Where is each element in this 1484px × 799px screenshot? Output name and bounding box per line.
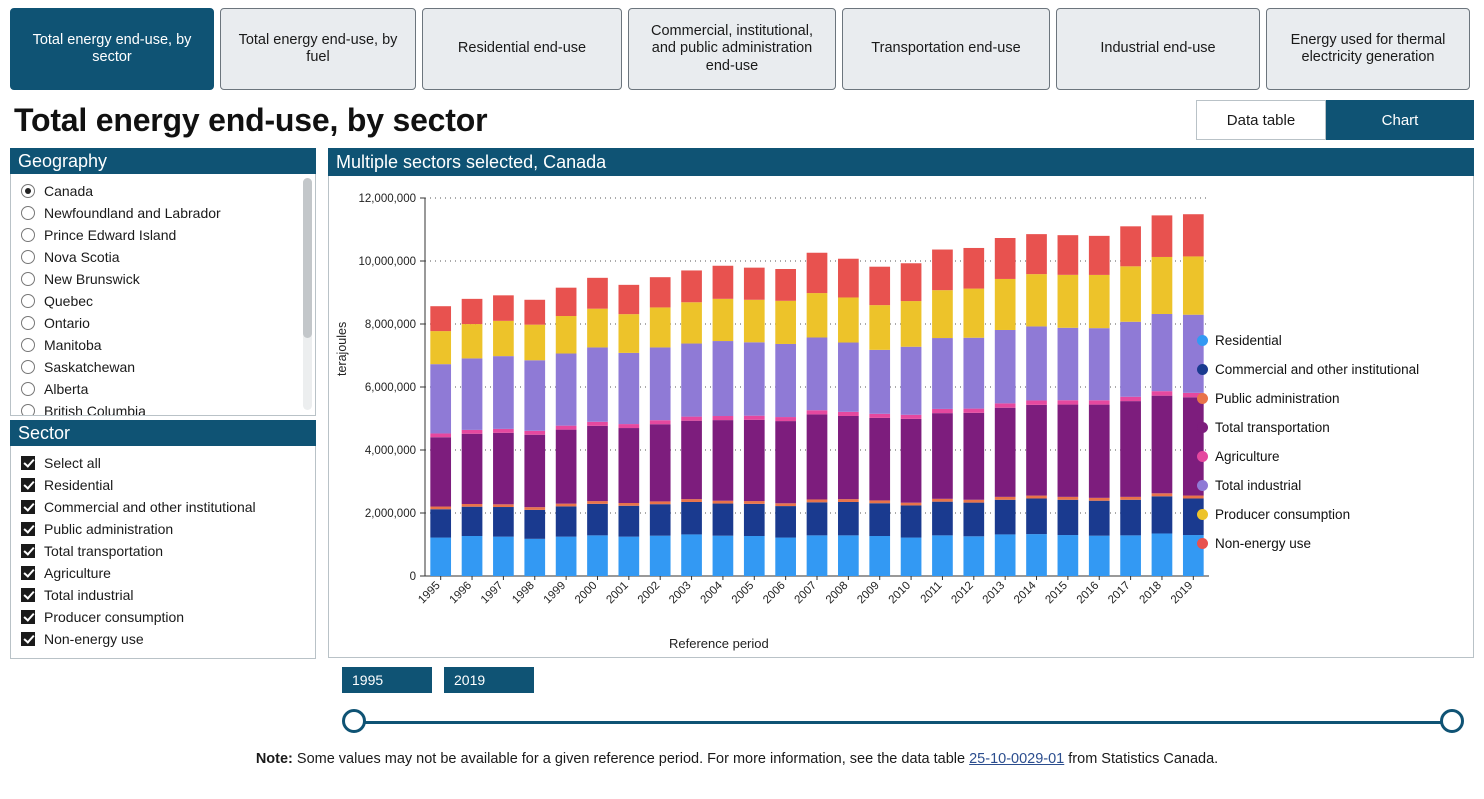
svg-text:1995: 1995 [416, 579, 443, 607]
svg-text:8,000,000: 8,000,000 [364, 319, 416, 331]
legend-label: Producer consumption [1215, 507, 1351, 522]
svg-text:2002: 2002 [635, 579, 663, 607]
option-label: Saskatchewan [44, 359, 136, 375]
svg-text:2015: 2015 [1043, 579, 1071, 607]
checkbox-icon[interactable] [21, 544, 35, 558]
chart-container [328, 176, 1474, 658]
legend-label: Residential [1215, 333, 1282, 348]
tab-label: Residential end-use [457, 40, 587, 57]
chart-column [328, 148, 1474, 658]
geography-option-alberta[interactable] [11, 378, 315, 400]
geography-option-british-columbia[interactable] [11, 400, 315, 416]
svg-text:2009: 2009 [855, 579, 882, 607]
legend-color-swatch [1197, 538, 1208, 549]
tab-total-energy-end-use-by-fuel[interactable] [220, 8, 416, 90]
geography-option-newfoundland-and-labrador[interactable] [11, 202, 315, 224]
radio-icon[interactable] [21, 404, 35, 416]
sector-option-non-energy-use[interactable] [11, 628, 315, 650]
tab-total-energy-end-use-by-sector[interactable] [10, 8, 214, 90]
svg-text:4,000,000: 4,000,000 [364, 445, 416, 457]
slider-value-labels [342, 667, 1474, 693]
svg-text:2017: 2017 [1106, 579, 1133, 607]
geography-option-manitoba[interactable] [11, 334, 315, 356]
svg-text:2006: 2006 [761, 579, 788, 607]
footnote-text-after: from Statistics Canada. [1064, 751, 1219, 767]
radio-icon[interactable] [21, 382, 35, 396]
sector-option-agriculture[interactable] [11, 562, 315, 584]
svg-text:1997: 1997 [478, 579, 506, 607]
svg-text:2001: 2001 [604, 579, 631, 607]
sector-option-total-transportation[interactable] [11, 540, 315, 562]
svg-text:2013: 2013 [980, 579, 1008, 607]
geography-scrollbar[interactable] [303, 178, 312, 410]
svg-text:1999: 1999 [541, 579, 569, 607]
option-label: New Brunswick [44, 271, 140, 287]
svg-text:12,000,000: 12,000,000 [358, 193, 416, 205]
page-title: Total energy end-use, by sector [14, 101, 488, 138]
radio-icon[interactable] [21, 250, 35, 264]
chart-legend [1197, 326, 1465, 558]
footnote-text-before: Some values may not be available for a given reference period. For more information, see the data table [292, 751, 970, 767]
legend-item[interactable] [1197, 355, 1465, 384]
option-label: Total industrial [44, 587, 134, 603]
sector-panel-title: Sector [10, 420, 316, 446]
slider-handle-start[interactable] [342, 709, 366, 733]
slider-start-value: 1995 [342, 667, 432, 693]
legend-color-swatch [1197, 393, 1208, 404]
option-label: Select all [44, 455, 101, 471]
year-range-slider [0, 659, 1484, 737]
option-label: Canada [44, 183, 94, 199]
tab-transportation-end-use[interactable] [842, 8, 1050, 90]
legend-color-swatch [1197, 451, 1208, 462]
legend-label: Agriculture [1215, 449, 1280, 464]
option-label: Non-energy use [44, 631, 144, 647]
legend-label: Public administration [1215, 391, 1340, 406]
svg-text:2008: 2008 [823, 579, 851, 607]
sector-panel [10, 446, 316, 659]
svg-text:2012: 2012 [949, 579, 976, 607]
sector-option-residential[interactable] [11, 474, 315, 496]
radio-icon[interactable] [21, 360, 35, 374]
legend-color-swatch [1197, 480, 1208, 491]
legend-label: Non-energy use [1215, 536, 1312, 551]
svg-text:10,000,000: 10,000,000 [358, 256, 416, 268]
legend-color-swatch [1197, 509, 1208, 520]
option-label: Agriculture [44, 565, 111, 581]
svg-text:1996: 1996 [447, 579, 475, 607]
option-label: Residential [44, 477, 114, 493]
svg-text:2005: 2005 [729, 579, 757, 607]
sector-option-commercial-and-other-institutional[interactable] [11, 496, 315, 518]
svg-text:1998: 1998 [510, 579, 537, 607]
option-label: Nova Scotia [44, 249, 120, 265]
tab-commercial-institutional-public-administration-end-use[interactable] [628, 8, 836, 90]
checkbox-icon[interactable] [21, 500, 35, 514]
geography-option-prince-edward-island[interactable] [11, 224, 315, 246]
chart-button[interactable]: Chart [1326, 100, 1474, 140]
filters-column [10, 148, 316, 659]
svg-text:2000: 2000 [573, 579, 600, 607]
legend-color-swatch [1197, 335, 1208, 346]
tab-residential-end-use[interactable] [422, 8, 622, 90]
geography-option-new-brunswick[interactable] [11, 268, 315, 290]
legend-item[interactable] [1197, 413, 1465, 442]
geography-panel [10, 174, 316, 416]
checkbox-icon[interactable] [21, 478, 35, 492]
geography-option-quebec[interactable] [11, 290, 315, 312]
option-label: British Columbia [44, 403, 146, 416]
geography-option-nova-scotia[interactable] [11, 246, 315, 268]
checkbox-icon[interactable] [21, 522, 35, 536]
option-label: Newfoundland and Labrador [44, 205, 221, 221]
checkbox-icon[interactable] [21, 632, 35, 646]
legend-item[interactable] [1197, 326, 1465, 355]
tab-bar [0, 0, 1484, 90]
svg-text:2018: 2018 [1137, 579, 1165, 607]
checkbox-icon[interactable] [21, 588, 35, 602]
radio-icon[interactable] [21, 272, 35, 286]
radio-icon[interactable] [21, 206, 35, 220]
radio-icon[interactable] [21, 316, 35, 330]
legend-item[interactable] [1197, 471, 1465, 500]
checkbox-icon[interactable] [21, 456, 35, 470]
sector-option-producer-consumption[interactable] [11, 606, 315, 628]
option-label: Manitoba [44, 337, 102, 353]
option-label: Producer consumption [44, 609, 185, 625]
slider-end-value: 2019 [444, 667, 534, 693]
main-content [0, 148, 1484, 659]
option-label: Ontario [44, 315, 90, 331]
radio-icon[interactable] [21, 184, 35, 198]
data-table-button[interactable]: Data table [1196, 100, 1326, 140]
radio-icon[interactable] [21, 338, 35, 352]
y-axis-label: terajoules [335, 321, 349, 376]
svg-text:2011: 2011 [918, 579, 945, 606]
sector-option-public-administration[interactable] [11, 518, 315, 540]
legend-label: Commercial and other institutional [1215, 362, 1420, 377]
svg-text:0: 0 [409, 571, 416, 583]
legend-label: Total transportation [1215, 420, 1330, 435]
tab-energy-used-for-thermal-electricity-generation[interactable] [1266, 8, 1470, 90]
view-toggle [1196, 100, 1474, 140]
svg-text:6,000,000: 6,000,000 [364, 382, 416, 394]
tab-label: Energy used for thermal electricity generation [1290, 31, 1446, 65]
svg-text:2004: 2004 [698, 579, 726, 607]
geography-panel-title: Geography [10, 148, 316, 174]
option-label: Quebec [44, 293, 94, 309]
geography-option-saskatchewan[interactable] [11, 356, 315, 378]
legend-item[interactable] [1197, 442, 1465, 471]
svg-text:2014: 2014 [1012, 579, 1039, 607]
checkbox-icon[interactable] [21, 566, 35, 580]
svg-text:2003: 2003 [667, 579, 694, 607]
slider-line [352, 721, 1454, 724]
option-label: Alberta [44, 381, 89, 397]
sector-option-total-industrial[interactable] [11, 584, 315, 606]
slider-track[interactable] [342, 709, 1464, 737]
sector-option-select-all[interactable] [11, 452, 315, 474]
option-label: Public administration [44, 521, 174, 537]
geography-scrollbar-thumb[interactable] [303, 178, 312, 338]
chart-title: Multiple sectors selected, Canada [328, 148, 1474, 176]
svg-text:2016: 2016 [1074, 579, 1102, 607]
legend-item[interactable] [1197, 529, 1465, 558]
geography-option-ontario[interactable] [11, 312, 315, 334]
checkbox-icon[interactable] [21, 610, 35, 624]
option-label: Prince Edward Island [44, 227, 177, 243]
legend-item[interactable] [1197, 384, 1465, 413]
title-row [0, 90, 1484, 148]
footnote-prefix: Note: [255, 751, 293, 767]
legend-color-swatch [1197, 364, 1208, 375]
tab-label: Total energy end-use, by sector [32, 31, 192, 65]
legend-label: Total industrial [1215, 478, 1302, 493]
option-label: Total transportation [44, 543, 164, 559]
footnote [0, 737, 1484, 767]
tab-label: Total energy end-use, by fuel [238, 31, 398, 65]
geography-option-canada[interactable] [11, 180, 315, 202]
svg-text:2,000,000: 2,000,000 [364, 508, 416, 520]
legend-color-swatch [1197, 422, 1208, 433]
svg-text:2007: 2007 [792, 579, 820, 607]
svg-text:2010: 2010 [886, 579, 914, 607]
svg-text:2019: 2019 [1168, 579, 1196, 607]
tab-industrial-end-use[interactable] [1056, 8, 1260, 90]
tab-label: Industrial end-use [1100, 40, 1216, 57]
legend-item[interactable] [1197, 500, 1465, 529]
radio-icon[interactable] [21, 294, 35, 308]
option-label: Commercial and other institutional [44, 499, 256, 515]
data-table-link[interactable]: 25-10-0029-01 [969, 751, 1065, 767]
tab-label: Transportation end-use [871, 40, 1021, 57]
radio-icon[interactable] [21, 228, 35, 242]
x-axis-label: Reference period [669, 636, 769, 651]
slider-handle-end[interactable] [1440, 709, 1464, 733]
tab-label: Commercial, institutional, and public administration end-use [651, 22, 813, 74]
